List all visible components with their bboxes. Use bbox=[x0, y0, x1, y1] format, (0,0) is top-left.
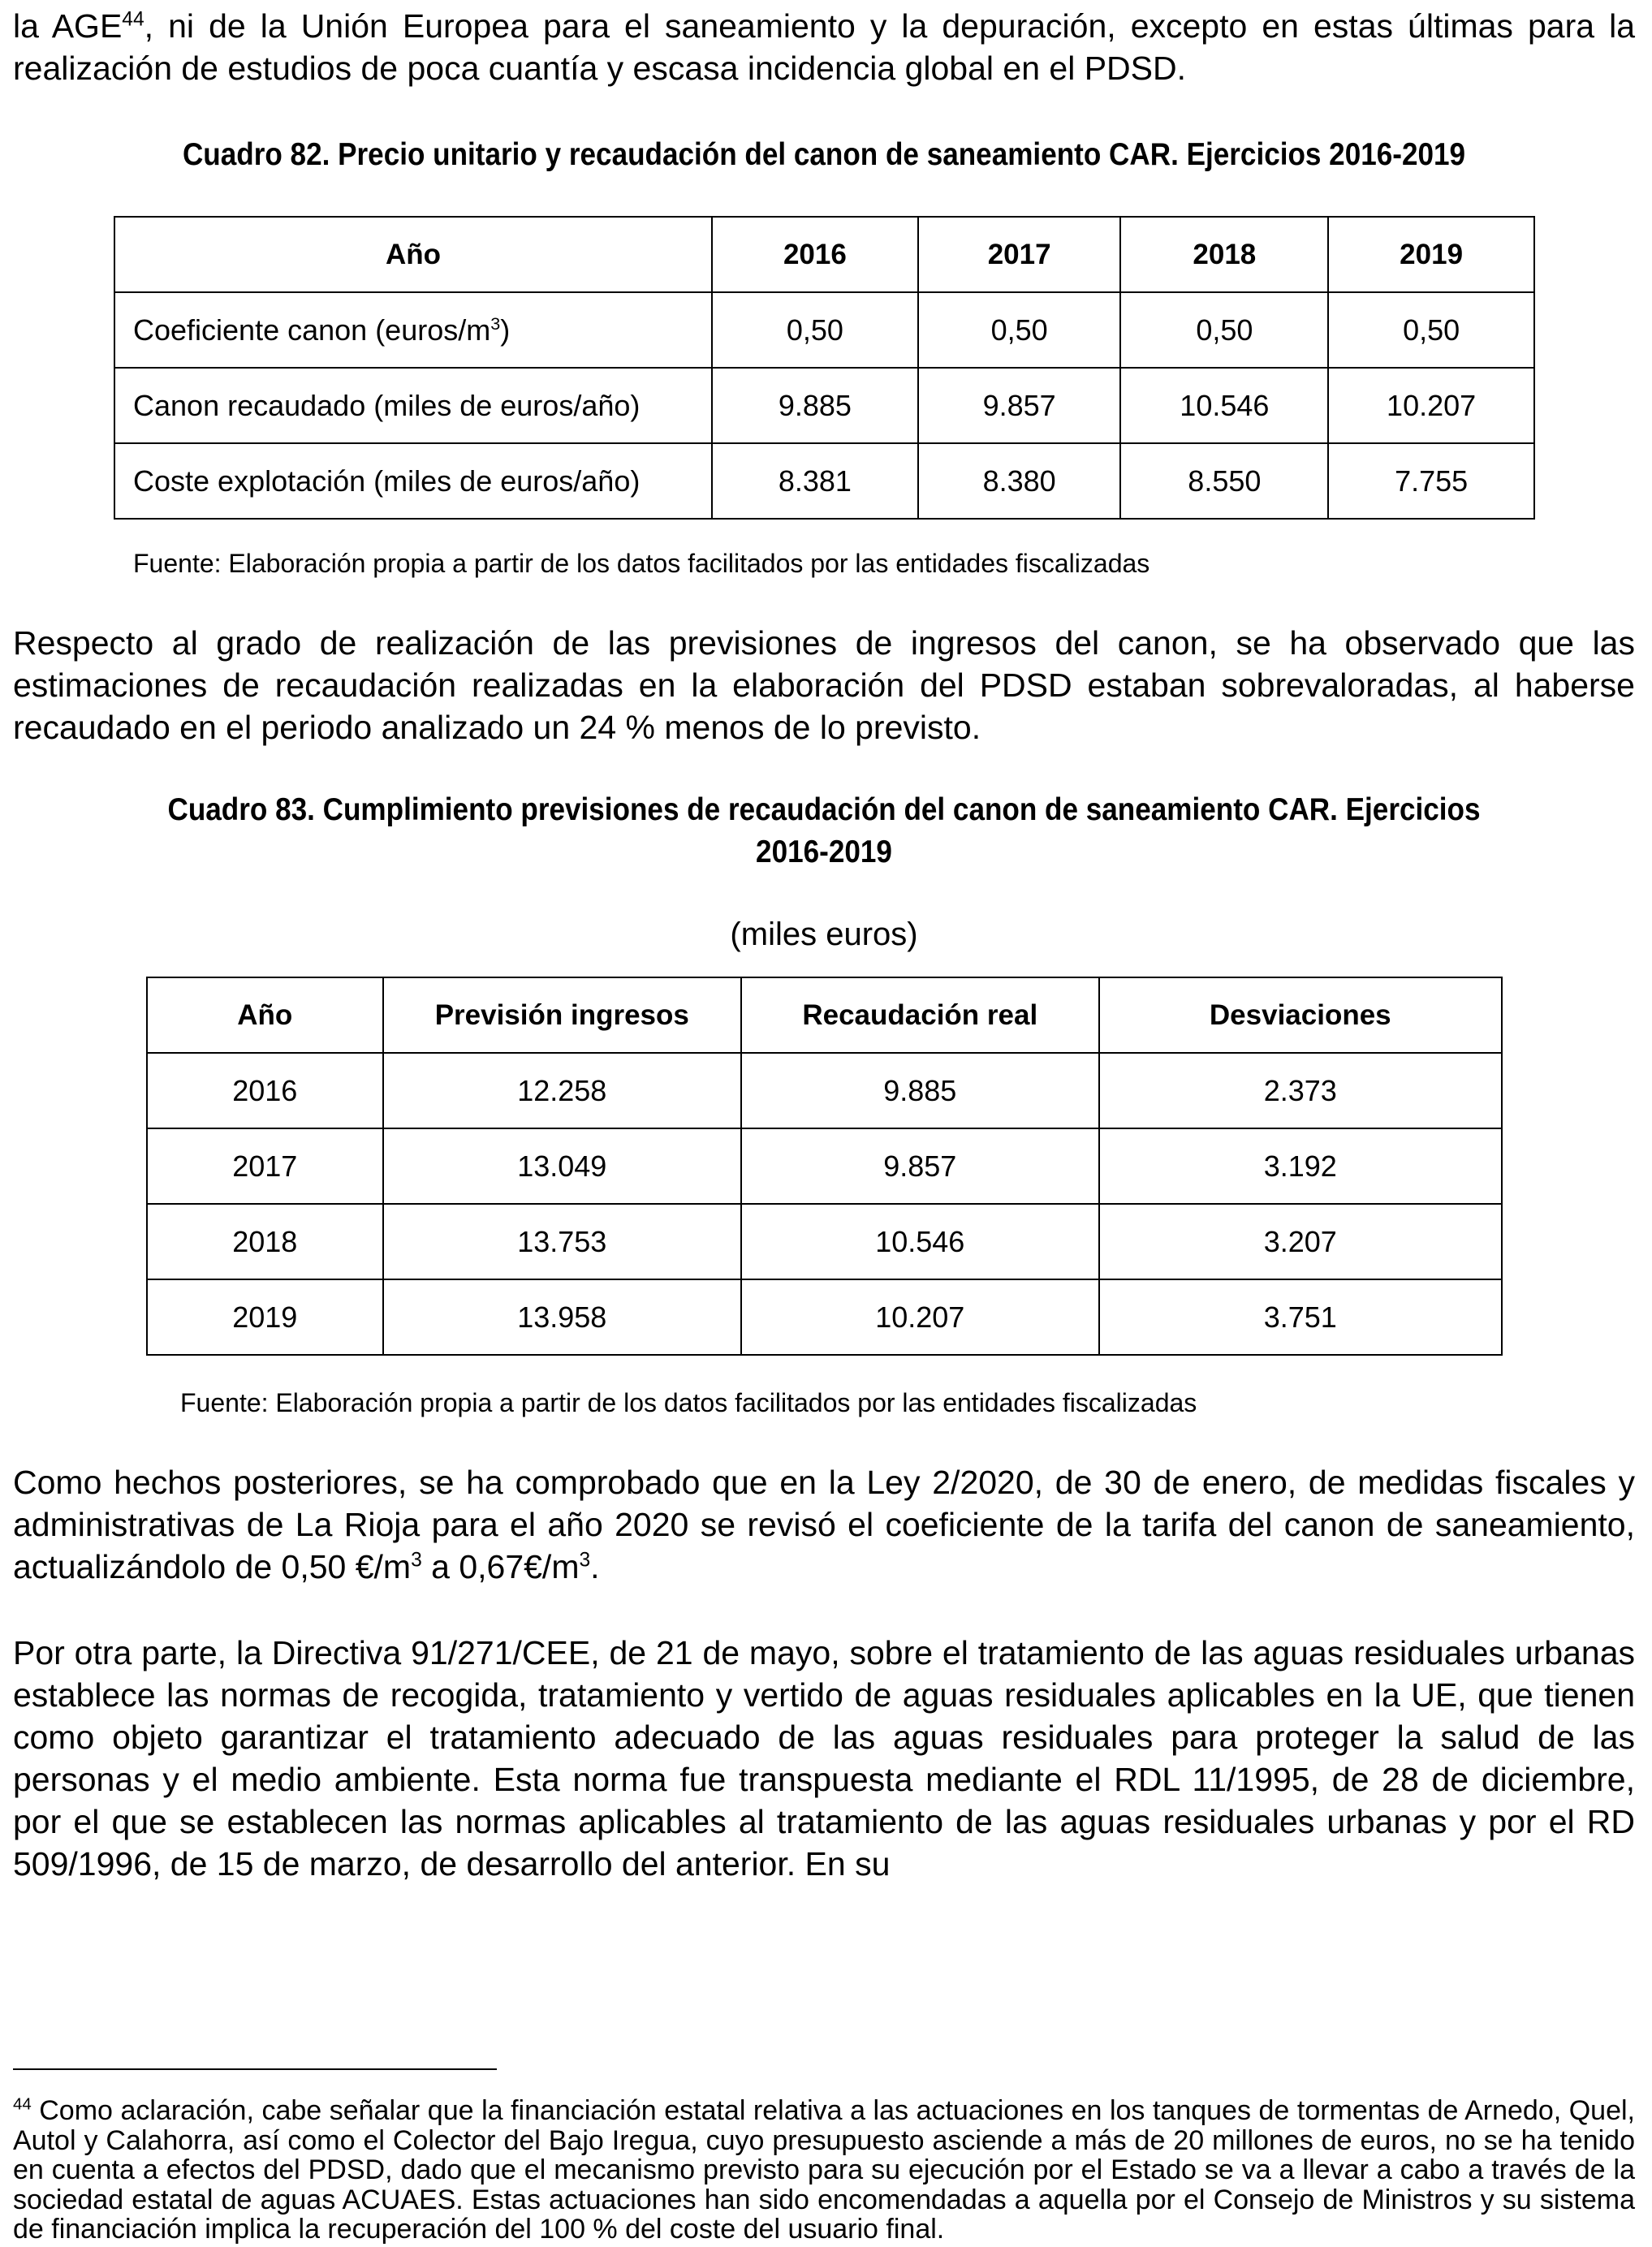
table-cell: 2016 bbox=[147, 1053, 383, 1128]
table-cell: 3.751 bbox=[1099, 1279, 1502, 1355]
table-cell: 8.380 bbox=[918, 443, 1121, 519]
table83-header-deviation: Desviaciones bbox=[1099, 977, 1502, 1053]
table-cell: 9.885 bbox=[741, 1053, 1099, 1128]
table-cell: 10.546 bbox=[1120, 368, 1328, 443]
table82-header-2019: 2019 bbox=[1328, 217, 1534, 292]
table-cell: 13.049 bbox=[383, 1128, 741, 1204]
table82-title: Cuadro 82. Precio unitario y recaudación del canon de saneamiento CAR. Ejercicios 2016-2019 bbox=[182, 137, 1466, 172]
table82 bbox=[114, 216, 1535, 520]
table82-header-year: Año bbox=[114, 217, 712, 292]
table-cell: 9.857 bbox=[918, 368, 1121, 443]
para3-text: a 0,67€/m bbox=[421, 1548, 580, 1585]
table-cell: 10.207 bbox=[741, 1279, 1099, 1355]
table-cell: 0,50 bbox=[1120, 292, 1328, 368]
table82-source: Fuente: Elaboración propia a partir de los datos facilitados por las entidades fiscalizadas bbox=[133, 549, 1150, 578]
table-cell: 13.958 bbox=[383, 1279, 741, 1355]
table-cell: 7.755 bbox=[1328, 443, 1534, 519]
table83-header-row bbox=[147, 977, 1502, 1053]
paragraph-revenue-estimates: Respecto al grado de realización de las previsiones de ingresos del canon, se ha observado que las estimaciones de recaudación realizadas en la elaboración del PDSD estaban sobrevaloradas, al haberse recaudado en el periodo analizado un 24 % menos de lo previsto. bbox=[13, 624, 1635, 746]
table-cell: 3.207 bbox=[1099, 1204, 1502, 1279]
table82-header-2017: 2017 bbox=[918, 217, 1121, 292]
table-row bbox=[147, 1053, 1502, 1128]
table-cell: 10.546 bbox=[741, 1204, 1099, 1279]
table83-source: Fuente: Elaboración propia a partir de los datos facilitados por las entidades fiscalizadas bbox=[180, 1388, 1197, 1417]
table-row bbox=[114, 292, 1534, 368]
paragraph-later-events bbox=[13, 1461, 1635, 1588]
footnote-44 bbox=[13, 2096, 1635, 2245]
table-cell: 0,50 bbox=[712, 292, 918, 368]
table-cell: 13.753 bbox=[383, 1204, 741, 1279]
table-cell: 2019 bbox=[147, 1279, 383, 1355]
label-superscript: 3 bbox=[490, 313, 501, 334]
table-cell: 8.381 bbox=[712, 443, 918, 519]
table-row bbox=[147, 1204, 1502, 1279]
table-cell: 3.192 bbox=[1099, 1128, 1502, 1204]
table82-header-2018: 2018 bbox=[1120, 217, 1328, 292]
table-row bbox=[147, 1128, 1502, 1204]
table-cell: 0,50 bbox=[918, 292, 1121, 368]
label-text: Coeficiente canon (euros/m bbox=[133, 313, 491, 347]
table-row bbox=[147, 1279, 1502, 1355]
footnote-text: Como aclaración, cabe señalar que la financiación estatal relativa a las actuaciones en los tanques de tormentas de Arnedo, Quel, Autol y Calahorra, así como el Colector del Bajo Iregua, cuyo presupuesto asciende a más de 20 millones de euros, no se ha tenido en cuenta a efectos del PDSD, dado que el mecanismo previsto para su ejecución por el Estado se va a llevar a cabo a través de la sociedad estatal de aguas ACUAES. Estas actuaciones han sido encomendadas a aquella por el Consejo de Ministros y su sistema de financiación implica la recuperación del 100 % del coste del usuario final. bbox=[13, 2095, 1635, 2245]
table-cell: 10.207 bbox=[1328, 368, 1534, 443]
table83-units: (miles euros) bbox=[730, 916, 918, 952]
table82-row-label: Coste explotación (miles de euros/año) bbox=[114, 443, 712, 519]
table-cell: 8.550 bbox=[1120, 443, 1328, 519]
superscript: 3 bbox=[411, 1549, 422, 1572]
table-cell: 9.857 bbox=[741, 1128, 1099, 1204]
table-cell: 0,50 bbox=[1328, 292, 1534, 368]
table82-row-label bbox=[114, 292, 712, 368]
intro-paragraph bbox=[13, 5, 1635, 89]
table-cell: 2018 bbox=[147, 1204, 383, 1279]
table-row bbox=[114, 368, 1534, 443]
footnote-ref-44[interactable]: 44 bbox=[122, 8, 144, 31]
table83-header-actual: Recaudación real bbox=[741, 977, 1099, 1053]
table83-title-line2: 2016-2019 bbox=[756, 835, 892, 869]
table-cell: 2017 bbox=[147, 1128, 383, 1204]
table83-header-forecast: Previsión ingresos bbox=[383, 977, 741, 1053]
table83-title-line1: Cuadro 83. Cumplimiento previsiones de recaudación del canon de saneamiento CAR. Ejercicios bbox=[167, 792, 1481, 827]
paragraph-directive: Por otra parte, la Directiva 91/271/CEE, de 21 de mayo, sobre el tratamiento de las aguas residuales urbanas establece las normas de recogida, tratamiento y vertido de aguas residuales aplicables en la UE, que tienen como objeto garantizar el tratamiento adecuado de las aguas residuales para proteger la salud de las personas y el medio ambiente. Esta norma fue transpuesta mediante el RDL 11/1995, de 28 de diciembre, por el que se establecen las normas aplicables al tratamiento de las aguas residuales urbanas y por el RD 509/1996, de 15 de marzo, de desarrollo del anterior. En su bbox=[13, 1634, 1635, 1883]
label-text-end: ) bbox=[500, 313, 511, 347]
table83-header-year: Año bbox=[147, 977, 383, 1053]
footnote-separator bbox=[13, 2068, 497, 2070]
table82-header-2016: 2016 bbox=[712, 217, 918, 292]
table-cell: 9.885 bbox=[712, 368, 918, 443]
intro-text-end: , ni de la Unión Europea para el saneamiento y la depuración, excepto en estas últimas para la realización de estudios de poca cuantía y escasa incidencia global en el PDSD. bbox=[13, 7, 1636, 87]
superscript: 3 bbox=[579, 1549, 591, 1572]
para3-text: Como hechos posteriores, se ha comprobado que en la Ley 2/2020, de 30 de enero, de medidas fiscales y administrativas de La Rioja para el año 2020 se revisó el coeficiente de la tarifa del canon de saneamiento, actualizándolo de 0,50 €/m bbox=[13, 1464, 1635, 1585]
table83 bbox=[146, 977, 1503, 1356]
table82-row-label: Canon recaudado (miles de euros/año) bbox=[114, 368, 712, 443]
table-cell: 2.373 bbox=[1099, 1053, 1502, 1128]
table-cell: 12.258 bbox=[383, 1053, 741, 1128]
para3-text: . bbox=[590, 1548, 600, 1585]
table-row bbox=[114, 443, 1534, 519]
intro-text-start: la AGE bbox=[13, 7, 123, 45]
table82-header-row bbox=[114, 217, 1534, 292]
footnote-number: 44 bbox=[13, 2095, 32, 2114]
